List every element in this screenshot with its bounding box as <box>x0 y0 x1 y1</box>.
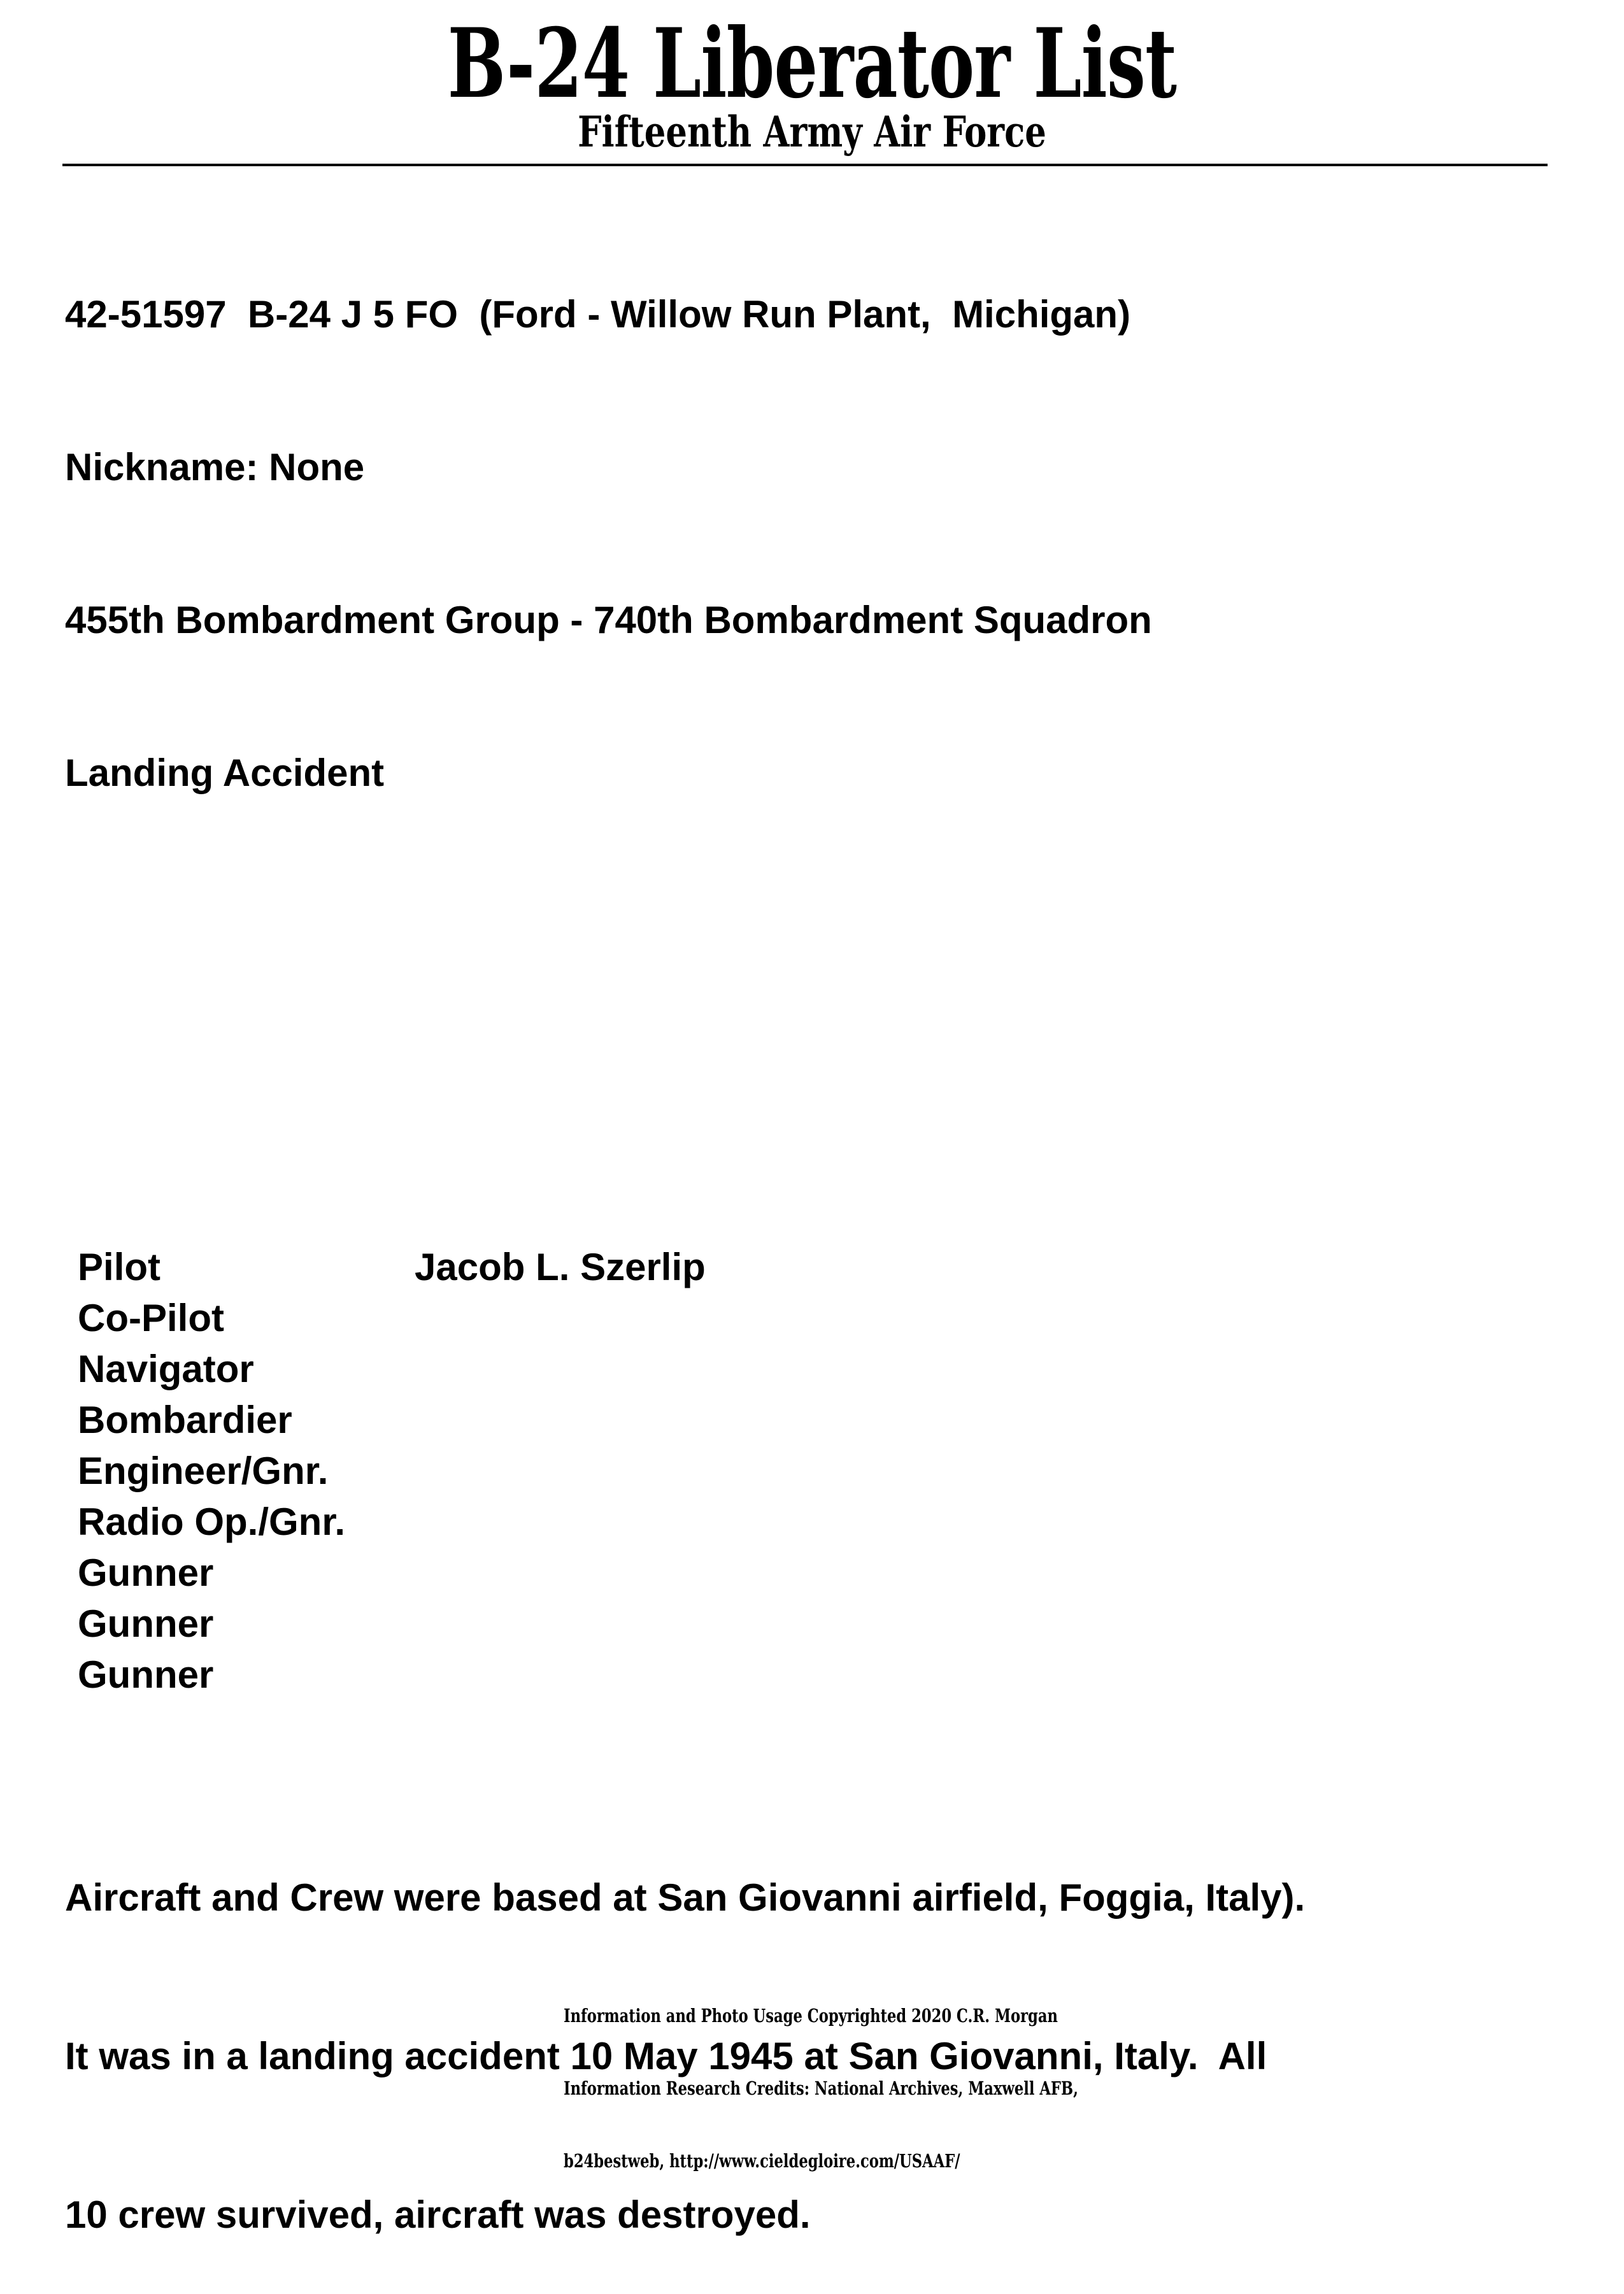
aircraft-nickname-line: Nickname: None <box>65 446 365 488</box>
crew-row <box>78 1446 329 1497</box>
credits-line: Information and Photo Usage Copyrighted 2020 C.R. Morgan <box>564 2005 1058 2027</box>
crew-row <box>78 1599 214 1649</box>
page-title: B-24 Liberator List <box>447 8 1177 120</box>
aircraft-unit-line: 455th Bombardment Group - 740th Bombardment Squadron <box>65 599 1152 641</box>
aircraft-serial-line: 42-51597 B-24 J 5 FO (Ford - Willow Run Plant, Michigan) <box>65 293 1131 336</box>
narrative-line: It was in a landing accident 10 May 1945 at San Giovanni, Italy. All <box>65 2035 1267 2077</box>
crew-role: Co-Pilot <box>78 1297 224 1339</box>
crew-role: Pilot <box>78 1246 160 1288</box>
credits-footer <box>564 1955 1078 2197</box>
crew-row <box>78 1548 214 1599</box>
crew-row <box>78 1497 346 1548</box>
crew-role: Gunner <box>78 1653 214 1696</box>
crew-list <box>78 1242 706 1700</box>
crew-role: Bombardier <box>78 1399 292 1441</box>
credits-line: b24bestweb, http://www.cieldegloire.com/USAAF/ <box>564 2150 960 2172</box>
crew-row <box>78 1344 254 1395</box>
crew-role: Radio Op./Gnr. <box>78 1500 346 1543</box>
narrative-line: Aircraft and Crew were based at San Giovanni airfield, Foggia, Italy). <box>65 1876 1306 1919</box>
crew-role: Engineer/Gnr. <box>78 1450 329 1492</box>
crew-row <box>78 1649 214 1700</box>
narrative-line: 10 crew survived, aircraft was destroyed. <box>65 2193 811 2236</box>
crew-role: Navigator <box>78 1348 254 1390</box>
aircraft-fate-line: Landing Accident <box>65 752 385 794</box>
page-subtitle: Fifteenth Army Air Force <box>578 107 1046 157</box>
crew-role: Gunner <box>78 1602 214 1645</box>
credits-line: Information Research Credits: National Archives, Maxwell AFB, <box>564 2077 1078 2099</box>
header-divider <box>62 164 1548 166</box>
crew-role: Gunner <box>78 1551 214 1594</box>
crew-row <box>78 1293 224 1344</box>
crew-name: Jacob L. Szerlip <box>415 1246 706 1288</box>
crew-row <box>78 1395 292 1446</box>
aircraft-info <box>65 187 1152 850</box>
crew-row <box>78 1242 706 1293</box>
